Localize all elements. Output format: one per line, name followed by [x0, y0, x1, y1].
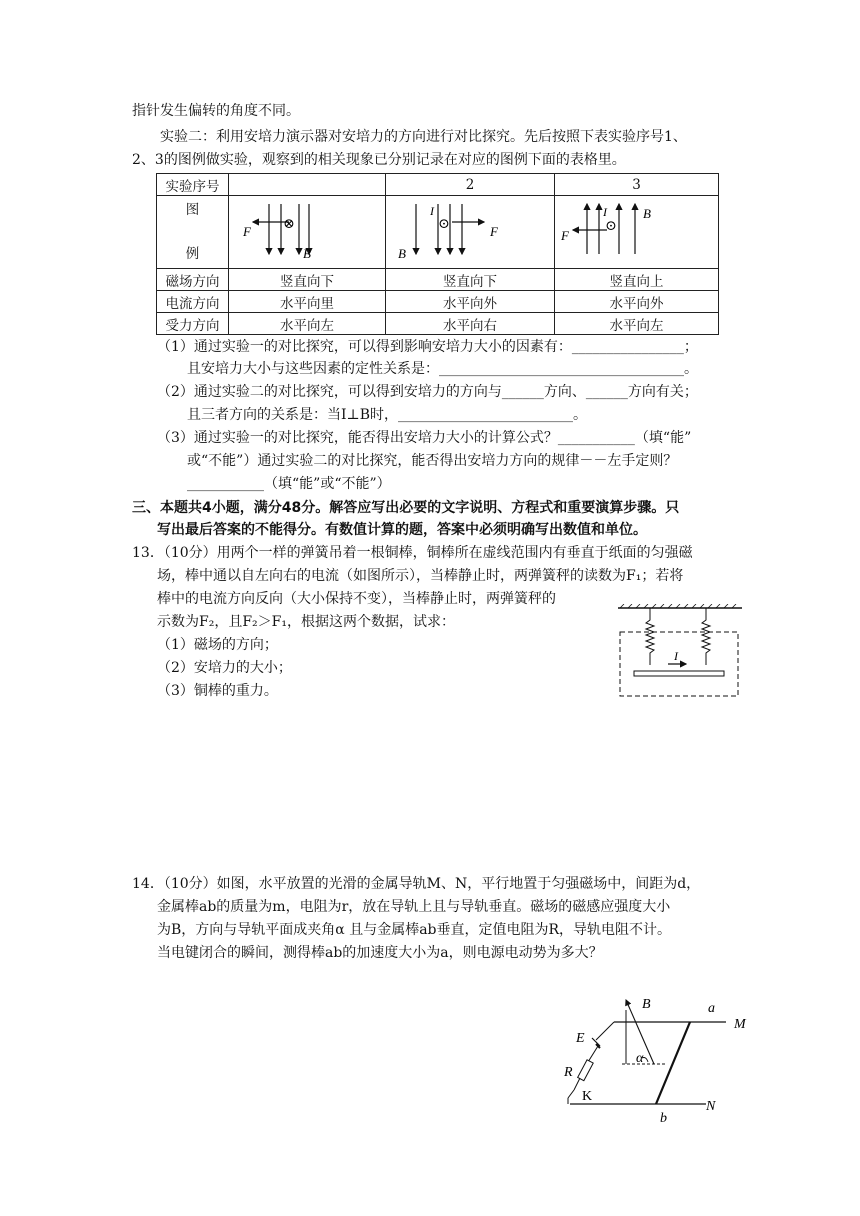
- label-m: M: [734, 1017, 746, 1032]
- wire: [574, 1078, 580, 1090]
- table-row: [157, 313, 719, 335]
- wire: [596, 1022, 614, 1040]
- q13-line-4: 示数为F₂，且F₂＞F₁，根据这两个数据，试求：: [157, 614, 455, 630]
- experiment-table: [156, 173, 719, 335]
- row-label: 磁场方向: [157, 269, 229, 291]
- q13-spring-figure: [612, 604, 750, 700]
- intro-line-1: 指针发生偏转的角度不同。: [132, 103, 300, 119]
- current-label: I: [674, 649, 678, 663]
- label-e: E: [576, 1031, 585, 1046]
- label-rod-b: b: [660, 1111, 667, 1126]
- q13-line-2: 场，棒中通以自左向右的电流（如图所示），当棒静止时，两弹簧秤的读数为F₁；若将: [157, 568, 684, 584]
- table-cell: 竖直向下: [386, 269, 555, 291]
- row-label: 受力方向: [157, 313, 229, 335]
- intro-line-2: 实验二：利用安培力演示器对安培力的方向进行对比探究。先后按照下表实验序号1、: [160, 129, 687, 145]
- question-12-2a: （2）通过实验二的对比探究，可以得到安培力的方向与______方向、______方向有关；: [157, 384, 698, 400]
- label-r: R: [564, 1065, 573, 1080]
- section-3-heading-line-1: 三、本题共4小题，满分48分。解答应写出必要的文字说明、方程式和重要演算步骤。只: [132, 500, 680, 516]
- figure-cell-2: [386, 196, 555, 269]
- current-label: I: [430, 204, 434, 218]
- table-header-col-2: 2: [386, 174, 555, 196]
- q14-line-3: 为B，方向与导轨平面成夹角α 且与金属棒ab垂直，定值电阻为R，导轨电阻不计。: [157, 922, 672, 938]
- copper-rod: [634, 671, 724, 676]
- force-label: F: [243, 224, 251, 239]
- table-cell: 水平向外: [555, 291, 719, 313]
- experiment-figure-3: [555, 196, 718, 264]
- question-12-1b: 且安培力大小与这些因素的定性关系是：___________________________________。: [187, 361, 698, 377]
- field-label: B: [303, 246, 311, 261]
- table-header-col-1: [229, 174, 386, 196]
- q13-item-2: （2）安培力的大小；: [157, 660, 292, 676]
- force-label: F: [490, 224, 498, 239]
- q13-item-3: （3）铜棒的重力。: [157, 683, 278, 699]
- table-cell: 水平向左: [555, 313, 719, 335]
- right-spring-icon: [702, 608, 710, 665]
- left-spring-icon: [646, 608, 654, 665]
- table-cell: 竖直向上: [555, 269, 719, 291]
- table-figure-row: [157, 196, 719, 269]
- figure-cell-1: [229, 196, 386, 269]
- q13-item-1: （1）磁场的方向；: [157, 637, 278, 653]
- force-label: F: [561, 228, 569, 243]
- experiment-figure-1: [229, 196, 385, 264]
- switch-blade: [568, 1090, 574, 1098]
- figure-label-cell: [157, 196, 229, 269]
- table-cell: 水平向外: [386, 291, 555, 313]
- q14-line-2: 金属棒ab的质量为m，电阻为r，放在导轨上且与导轨垂直。磁场的磁感应强度大小: [157, 899, 671, 915]
- q14-line-1: 14．（10分）如图，水平放置的光滑的金属导轨M、N，平行地置于匀强磁场中，间距为d，: [132, 876, 701, 892]
- label-n: N: [706, 1099, 716, 1114]
- row-label: 电流方向: [157, 291, 229, 313]
- q13-line-1: 13．（10分）用两个一样的弹簧吊着一根铜棒，铜棒所在虚线范围内有垂直于纸面的匀强磁: [132, 545, 693, 561]
- table-cell: 水平向左: [229, 313, 386, 335]
- wire: [588, 1046, 598, 1062]
- label-a: a: [708, 1001, 715, 1016]
- label-alpha: α: [636, 1051, 644, 1066]
- current-out-of-page-icon: ⊙: [438, 217, 450, 232]
- metal-rod-ab: [656, 1022, 690, 1104]
- figure-label-top: 图: [185, 202, 200, 218]
- figure-label-bottom: 例: [185, 246, 200, 262]
- current-into-page-icon: ⊗: [283, 217, 295, 232]
- section-3-heading-line-2: 写出最后答案的不能得分。有数值计算的题，答案中必须明确写出数值和单位。: [157, 522, 647, 538]
- question-12-3b: 或“不能”）通过实验二的对比探究，能否得出安培力方向的规律－－左手定则？: [187, 453, 678, 469]
- label-b: B: [642, 997, 651, 1012]
- table-row: [157, 291, 719, 313]
- table-cell: 水平向右: [386, 313, 555, 335]
- question-12-2b: 且三者方向的关系是：当I⊥B时，_________________________。: [187, 407, 587, 423]
- label-k: K: [582, 1089, 593, 1104]
- table-cell: 竖直向下: [229, 269, 386, 291]
- table-header-row: [157, 174, 719, 196]
- q14-rail-figure: [556, 992, 762, 1128]
- table-header-col-3: 3: [555, 174, 719, 196]
- figure-cell-3: [555, 196, 719, 269]
- question-12-1a: （1）通过实验一的对比探究，可以得到影响安培力大小的因素有：________________；: [157, 339, 698, 355]
- question-12-3c: ___________（填“能”或“不能”）: [187, 476, 391, 492]
- table-cell: 水平向里: [229, 291, 386, 313]
- experiment-figure-2: [386, 196, 554, 264]
- current-label: I: [603, 205, 607, 219]
- q13-line-3: 棒中的电流方向反向（大小保持不变），当棒静止时，两弹簧秤的: [157, 591, 556, 607]
- q14-line-4: 当电键闭合的瞬间，测得棒ab的加速度大小为a，则电源电动势为多大？: [157, 945, 603, 961]
- question-12-3a: （3）通过实验一的对比探究，能否得出安培力大小的计算公式？___________（填“能”: [157, 430, 692, 446]
- resistor-icon: [578, 1060, 594, 1081]
- current-out-of-page-icon: ⊙: [605, 219, 617, 234]
- intro-line-3: 2、3的图例做实验，观察到的相关现象已分别记录在对应的图例下面的表格里。: [132, 152, 626, 168]
- field-label: B: [643, 206, 651, 221]
- field-label: B: [398, 246, 406, 261]
- table-row: [157, 269, 719, 291]
- table-header-label: 实验序号: [157, 174, 229, 196]
